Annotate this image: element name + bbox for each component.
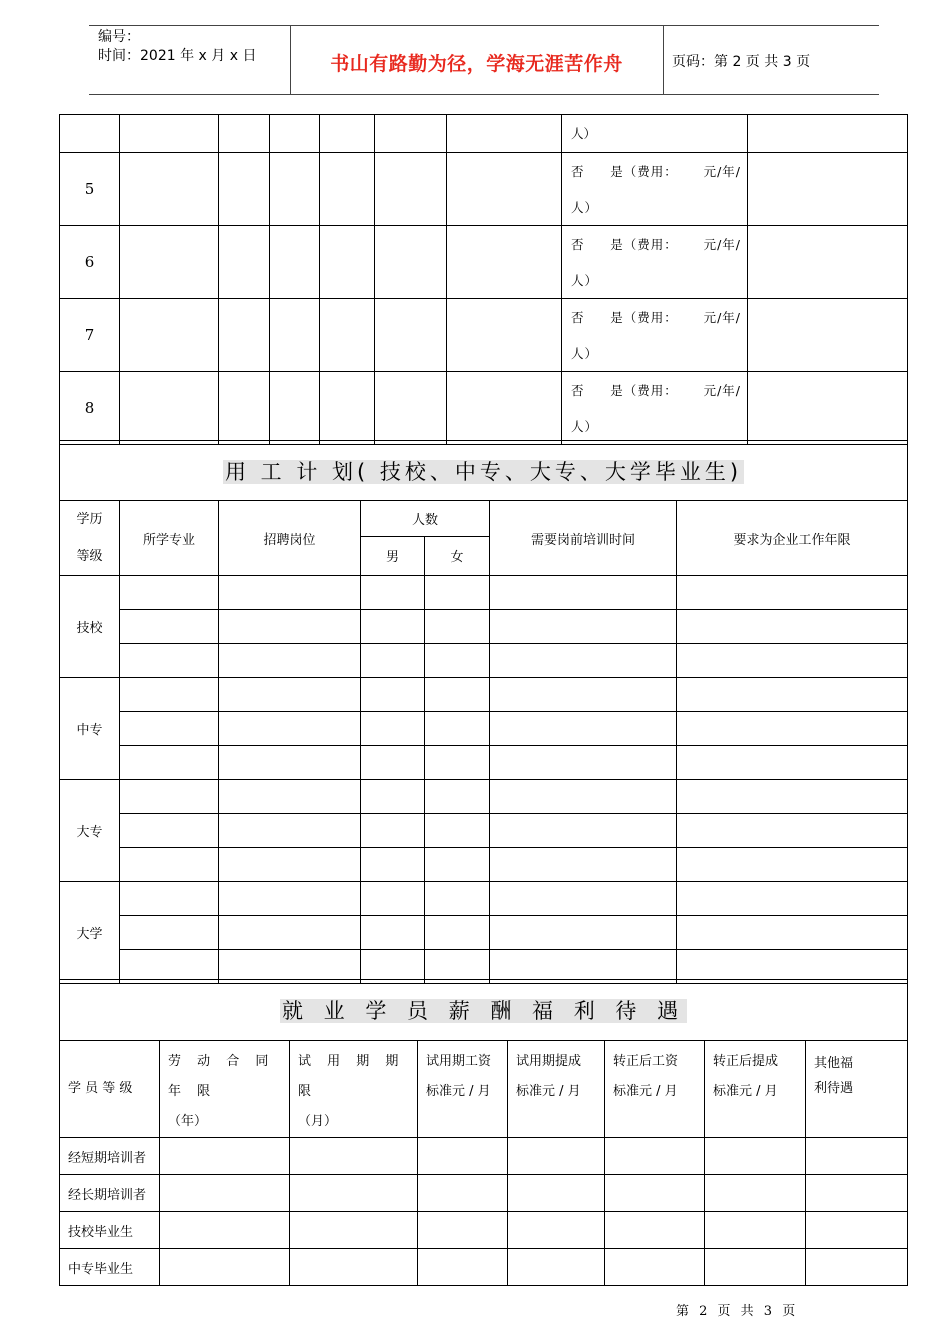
header-cell-probation-wage	[418, 1041, 508, 1138]
input-cell[interactable]	[361, 814, 425, 848]
header-cell-probation-commission	[508, 1041, 605, 1138]
table-header-row	[60, 501, 908, 537]
fee-unit-text: 元/年/	[703, 237, 741, 252]
header-cell-training-time: 需要岗前培训时间	[490, 501, 677, 576]
header-motto: 书山有路勤为径，学海无涯苦作舟	[330, 53, 623, 75]
header-cell-other-benefits	[806, 1041, 908, 1138]
fee-unit-text: 人）	[571, 126, 597, 141]
input-cell[interactable]	[219, 916, 361, 950]
table-title-row	[60, 441, 908, 501]
input-cell[interactable]	[490, 916, 677, 950]
row-number: 8	[60, 372, 120, 445]
input-cell[interactable]	[219, 882, 361, 916]
fee-cell	[562, 372, 748, 445]
input-cell[interactable]	[677, 576, 908, 610]
header-text: 试用期提成	[516, 1054, 582, 1069]
table-row	[60, 1175, 908, 1212]
input-cell[interactable]	[425, 610, 490, 644]
table-header-row	[60, 1041, 908, 1138]
table-cell	[748, 299, 908, 372]
input-cell[interactable]	[120, 780, 219, 814]
input-cell[interactable]	[361, 848, 425, 882]
input-cell[interactable]	[290, 1249, 418, 1286]
input-cell[interactable]	[806, 1138, 908, 1175]
input-cell[interactable]	[361, 882, 425, 916]
input-cell[interactable]	[290, 1212, 418, 1249]
table-row	[60, 153, 908, 226]
header-cell-count: 人数	[361, 501, 490, 537]
table-row	[60, 576, 908, 610]
table-cell	[320, 226, 375, 299]
input-cell[interactable]	[490, 882, 677, 916]
row-label: 经短期培训者	[60, 1138, 160, 1175]
table-cell	[748, 115, 908, 153]
input-cell[interactable]	[677, 814, 908, 848]
input-cell[interactable]	[120, 644, 219, 678]
input-cell[interactable]	[425, 780, 490, 814]
header-text: 标准元 / 月	[613, 1084, 678, 1099]
row-number: 7	[60, 299, 120, 372]
table-cell	[219, 153, 270, 226]
input-cell[interactable]	[705, 1175, 806, 1212]
header-meta	[98, 28, 256, 66]
input-cell[interactable]	[677, 678, 908, 712]
table-cell	[447, 115, 562, 153]
input-cell[interactable]	[490, 576, 677, 610]
input-cell[interactable]	[290, 1175, 418, 1212]
table-cell	[270, 226, 320, 299]
input-cell[interactable]	[361, 712, 425, 746]
fee-cell	[562, 226, 748, 299]
header-cell-major: 所学专业	[120, 501, 219, 576]
input-cell[interactable]	[508, 1249, 605, 1286]
input-cell[interactable]	[361, 678, 425, 712]
input-cell[interactable]	[508, 1138, 605, 1175]
input-cell[interactable]	[490, 712, 677, 746]
level-cell: 技校	[60, 576, 120, 678]
hiring-plan-table	[59, 440, 908, 984]
header-text: 转正后工资	[613, 1054, 679, 1069]
table-cell	[219, 372, 270, 445]
table-cell	[320, 115, 375, 153]
input-cell[interactable]	[160, 1212, 290, 1249]
fee-unit-text: 元/年/	[703, 164, 741, 179]
table-cell	[120, 372, 219, 445]
row-number: 5	[60, 153, 120, 226]
table-cell	[60, 115, 120, 153]
input-cell[interactable]	[120, 746, 219, 780]
input-cell[interactable]	[677, 780, 908, 814]
input-cell[interactable]	[677, 882, 908, 916]
table-cell	[375, 226, 447, 299]
section-title	[60, 980, 908, 1041]
table-row	[60, 746, 908, 780]
row-label: 技校毕业生	[60, 1212, 160, 1249]
input-cell[interactable]	[361, 746, 425, 780]
input-cell[interactable]	[806, 1249, 908, 1286]
header-text: 等级	[76, 549, 103, 564]
header-text: 转正后提成	[713, 1054, 779, 1069]
input-cell[interactable]	[425, 678, 490, 712]
header-cell-male: 男	[361, 536, 425, 575]
table-cell	[375, 299, 447, 372]
fee-option-yes: 是（费用：	[610, 164, 678, 179]
header-cell-female: 女	[425, 536, 490, 575]
input-cell[interactable]	[425, 916, 490, 950]
table-cell	[120, 115, 219, 153]
level-cell: 大专	[60, 780, 120, 882]
table-cell	[447, 153, 562, 226]
table-cell	[447, 226, 562, 299]
header-cell-regular-commission	[705, 1041, 806, 1138]
input-cell[interactable]	[425, 712, 490, 746]
header-cell-work-years: 要求为企业工作年限	[677, 501, 908, 576]
table-row	[60, 916, 908, 950]
input-cell[interactable]	[219, 610, 361, 644]
input-cell[interactable]	[425, 814, 490, 848]
input-cell[interactable]	[361, 610, 425, 644]
level-cell: 中专	[60, 678, 120, 780]
input-cell[interactable]	[490, 644, 677, 678]
input-cell[interactable]	[160, 1175, 290, 1212]
header-text: 标准元 / 月	[516, 1084, 581, 1099]
table-row	[60, 712, 908, 746]
header-text: 其他福	[814, 1056, 854, 1071]
table-cell	[320, 299, 375, 372]
fee-option-yes: 是（费用：	[610, 310, 678, 325]
table-row	[60, 882, 908, 916]
table-cell	[375, 153, 447, 226]
table-cell	[748, 372, 908, 445]
header-text: 学历	[76, 512, 103, 527]
table-cell	[270, 115, 320, 153]
header-text: 试用期工资	[426, 1054, 492, 1069]
fee-unit-text: 人）	[571, 273, 599, 288]
table-cell	[748, 226, 908, 299]
input-cell[interactable]	[219, 848, 361, 882]
fee-unit-text: 人）	[571, 419, 599, 434]
table-cell	[375, 115, 447, 153]
input-cell[interactable]	[490, 814, 677, 848]
input-cell[interactable]	[361, 576, 425, 610]
input-cell[interactable]	[508, 1212, 605, 1249]
input-cell[interactable]	[806, 1175, 908, 1212]
input-cell[interactable]	[677, 610, 908, 644]
fee-option-no: 否	[571, 310, 585, 325]
input-cell[interactable]	[219, 644, 361, 678]
table-cell	[120, 299, 219, 372]
table-cell	[219, 115, 270, 153]
input-cell[interactable]	[490, 678, 677, 712]
input-cell[interactable]	[418, 1249, 508, 1286]
input-cell[interactable]	[677, 916, 908, 950]
header-cell-probation-period	[290, 1041, 418, 1138]
input-cell[interactable]	[490, 746, 677, 780]
fee-unit-text: 人）	[571, 346, 599, 361]
input-cell[interactable]	[120, 610, 219, 644]
input-cell[interactable]	[605, 1212, 705, 1249]
table-cell	[447, 299, 562, 372]
input-cell[interactable]	[120, 882, 219, 916]
table-cell	[219, 299, 270, 372]
table-cell	[120, 153, 219, 226]
input-cell[interactable]	[425, 644, 490, 678]
input-cell[interactable]	[425, 882, 490, 916]
time-label: 时间：2021 年 x 月 x 日	[98, 48, 257, 64]
footer-page-number: 第 2 页 共 3 页	[676, 1304, 799, 1319]
input-cell[interactable]	[219, 814, 361, 848]
input-cell[interactable]	[490, 848, 677, 882]
input-cell[interactable]	[806, 1212, 908, 1249]
input-cell[interactable]	[120, 814, 219, 848]
input-cell[interactable]	[120, 712, 219, 746]
input-cell[interactable]	[290, 1138, 418, 1175]
table-cell	[270, 299, 320, 372]
fee-unit-text: 人）	[571, 200, 599, 215]
table-cell	[120, 226, 219, 299]
fee-unit-text: 元/年/	[703, 383, 741, 398]
input-cell[interactable]	[490, 780, 677, 814]
row-label: 中专毕业生	[60, 1249, 160, 1286]
table-row	[60, 848, 908, 882]
input-cell[interactable]	[160, 1138, 290, 1175]
input-cell[interactable]	[425, 746, 490, 780]
fee-cell	[562, 115, 748, 153]
table-cell	[320, 372, 375, 445]
input-cell[interactable]	[361, 916, 425, 950]
input-cell[interactable]	[705, 1212, 806, 1249]
table-row	[60, 226, 908, 299]
input-cell[interactable]	[418, 1212, 508, 1249]
table-row	[60, 372, 908, 445]
input-cell[interactable]	[120, 576, 219, 610]
section-title	[60, 441, 908, 501]
header-text: 试 用 期 期 限	[298, 1054, 405, 1099]
header-text: （年）	[168, 1114, 208, 1129]
salary-benefits-table	[59, 979, 908, 1286]
input-cell[interactable]	[361, 644, 425, 678]
header-text: 标准元 / 月	[713, 1084, 778, 1099]
salary-benefits-title: 就 业 学 员 薪 酬 福 利 待 遇	[282, 999, 686, 1023]
table-row	[60, 644, 908, 678]
fee-unit-text: 元/年/	[703, 310, 741, 325]
input-cell[interactable]	[418, 1175, 508, 1212]
input-cell[interactable]	[160, 1249, 290, 1286]
table-row	[60, 115, 908, 153]
table-cell	[219, 226, 270, 299]
input-cell[interactable]	[605, 1138, 705, 1175]
table-row	[60, 299, 908, 372]
header-divider	[663, 26, 664, 94]
table-row	[60, 1212, 908, 1249]
input-cell[interactable]	[219, 678, 361, 712]
input-cell[interactable]	[425, 576, 490, 610]
table-row	[60, 678, 908, 712]
level-cell: 大学	[60, 882, 120, 984]
header-cell-level	[60, 501, 120, 576]
header-text: 利待遇	[814, 1081, 854, 1096]
fee-option-yes: 是（费用：	[610, 383, 678, 398]
header-text: （月）	[298, 1114, 338, 1129]
table-cell	[270, 372, 320, 445]
table-row	[60, 1138, 908, 1175]
fee-cell	[562, 299, 748, 372]
input-cell[interactable]	[219, 780, 361, 814]
header-cell-post: 招聘岗位	[219, 501, 361, 576]
input-cell[interactable]	[705, 1249, 806, 1286]
hiring-plan-title: 用 工 计 划( 技校、中专、大专、大学毕业生)	[224, 459, 743, 484]
row-label: 经长期培训者	[60, 1175, 160, 1212]
table-cell	[320, 153, 375, 226]
fee-option-yes: 是（费用：	[610, 237, 678, 252]
input-cell[interactable]	[361, 780, 425, 814]
row-number: 6	[60, 226, 120, 299]
table-row	[60, 814, 908, 848]
table-cell	[748, 153, 908, 226]
table-cell	[447, 372, 562, 445]
input-cell[interactable]	[219, 712, 361, 746]
input-cell[interactable]	[508, 1175, 605, 1212]
input-cell[interactable]	[677, 644, 908, 678]
input-cell[interactable]	[490, 610, 677, 644]
input-cell[interactable]	[677, 712, 908, 746]
input-cell[interactable]	[418, 1138, 508, 1175]
header-cell-contract-years	[160, 1041, 290, 1138]
fee-option-no: 否	[571, 383, 585, 398]
code-label: 编号：	[98, 29, 140, 45]
header-page-number: 页码：第 2 页 共 3 页	[672, 54, 811, 70]
input-cell[interactable]	[677, 746, 908, 780]
input-cell[interactable]	[605, 1175, 705, 1212]
fee-option-no: 否	[571, 237, 585, 252]
input-cell[interactable]	[425, 848, 490, 882]
table-row	[60, 1249, 908, 1286]
table-title-row	[60, 980, 908, 1041]
fee-cell	[562, 153, 748, 226]
input-cell[interactable]	[120, 848, 219, 882]
input-cell[interactable]	[219, 576, 361, 610]
input-cell[interactable]	[605, 1249, 705, 1286]
table-cell	[270, 153, 320, 226]
input-cell[interactable]	[677, 848, 908, 882]
fee-option-no: 否	[571, 164, 585, 179]
header-cell-level: 学 员 等 级	[60, 1041, 160, 1138]
fee-table	[59, 114, 908, 445]
input-cell[interactable]	[120, 916, 219, 950]
input-cell[interactable]	[705, 1138, 806, 1175]
page-header	[89, 25, 879, 95]
table-row	[60, 780, 908, 814]
header-text: 标准元 / 月	[426, 1084, 491, 1099]
header-cell-regular-wage	[605, 1041, 705, 1138]
input-cell[interactable]	[219, 746, 361, 780]
header-text: 劳 动 合 同 年 限	[168, 1054, 275, 1099]
input-cell[interactable]	[120, 678, 219, 712]
table-cell	[375, 372, 447, 445]
table-row	[60, 610, 908, 644]
